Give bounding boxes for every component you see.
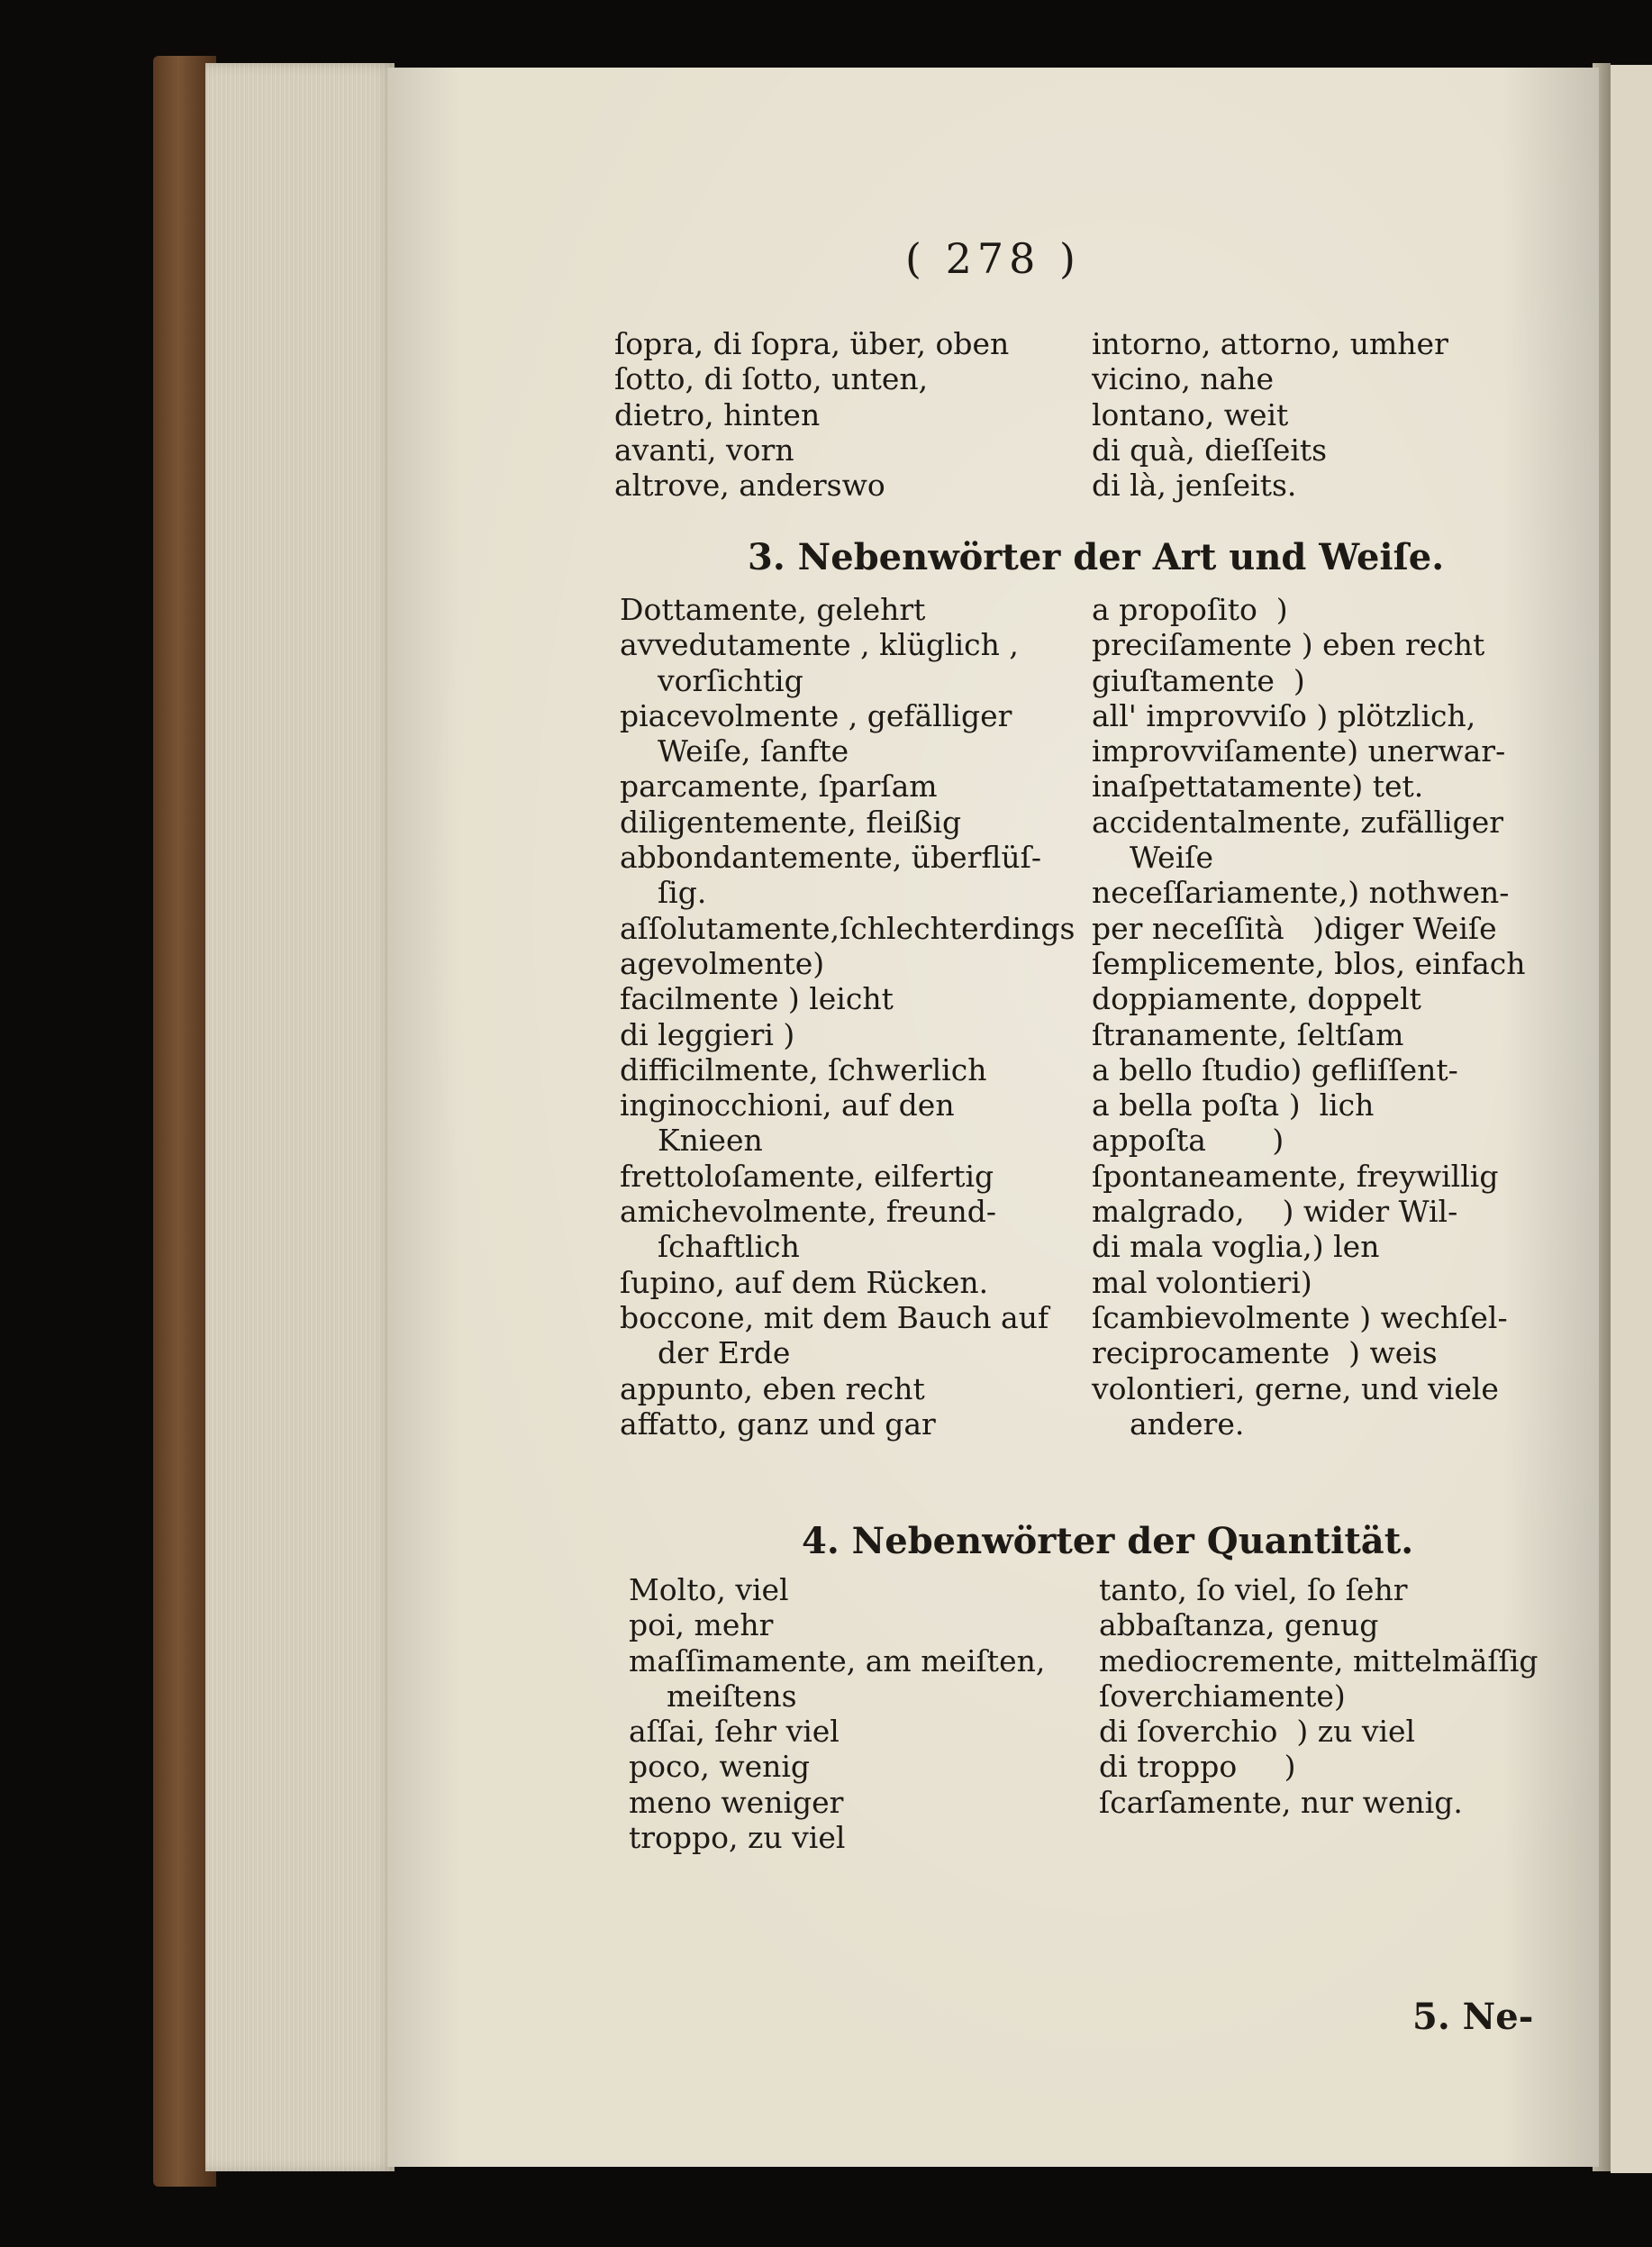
text-line: frettoloſamente, eilfertig: [620, 1158, 994, 1194]
text-line: volontieri, gerne, und viele: [1092, 1370, 1499, 1406]
text-line: inginocchioni, auf den: [620, 1087, 955, 1124]
text-line: avvedutamente , klüglich ,: [620, 627, 1019, 663]
text-line: troppo, zu viel: [629, 1820, 846, 1856]
text-line: preciſamente ) eben recht: [1092, 627, 1485, 663]
text-line: diligentemente, fleißig: [620, 804, 962, 840]
page-number: ( 278 ): [905, 234, 1081, 283]
text-line: andere.: [1092, 1406, 1245, 1442]
text-line: meiſtens: [629, 1678, 797, 1714]
text-line: aſſai, ſehr viel: [629, 1714, 840, 1750]
text-line: ſchaftlich: [620, 1229, 800, 1265]
text-line: ſupino, auf dem Rücken.: [620, 1264, 989, 1300]
text-line: affatto, ganz und gar: [620, 1406, 936, 1442]
text-line: a propoſito ): [1092, 592, 1288, 627]
text-line: vorſichtig: [620, 662, 803, 698]
text-line: Knieen: [620, 1123, 763, 1159]
text-line: dietro, hinten: [614, 396, 821, 432]
text-line: piacevolmente , gefälliger: [620, 697, 1012, 733]
text-line: ſemplicemente, blos, einfach: [1092, 945, 1526, 981]
text-line: difficilmente, ſchwerlich: [620, 1051, 987, 1087]
text-line: di mala voglia,) len: [1092, 1229, 1380, 1265]
section1-left-column: [614, 326, 1009, 503]
text-line: accidentalmente, zufälliger: [1092, 804, 1504, 840]
section3-heading: 3. Nebenwörter der Art und Weiſe.: [748, 536, 1445, 578]
text-line: a bella poſta ) lich: [1092, 1087, 1375, 1124]
book-page: [387, 68, 1599, 2167]
text-line: di leggieri ): [620, 1016, 795, 1052]
text-line: appunto, eben recht: [620, 1370, 925, 1406]
text-line: der Erde: [620, 1335, 791, 1371]
text-line: abbaſtanza, genug: [1099, 1607, 1379, 1643]
text-line: agevolmente): [620, 945, 825, 981]
text-line: mal volontieri): [1092, 1264, 1312, 1300]
text-line: inaſpettatamente) tet.: [1092, 769, 1424, 805]
text-line: abbondantemente, überflüſ-: [620, 840, 1042, 876]
text-line: maſſimamente, am meiſten,: [629, 1642, 1046, 1678]
text-line: reciprocamente ) weis: [1092, 1335, 1438, 1371]
text-line: Dottamente, gelehrt: [620, 592, 926, 627]
text-line: avanti, vorn: [614, 432, 794, 468]
catchword: 5. Ne-: [1412, 1996, 1534, 2038]
text-line: facilmente ) leicht: [620, 981, 894, 1017]
section4-left-column: [629, 1572, 1045, 1855]
text-line: poco, wenig: [629, 1749, 811, 1785]
text-line: giuſtamente ): [1092, 662, 1305, 698]
page-edges: [205, 63, 395, 2171]
text-line: altrove, anderswo: [614, 468, 885, 504]
text-line: di quà, dieſſeits: [1092, 432, 1328, 468]
text-line: ſopra, di ſopra, über, oben: [614, 326, 1010, 361]
text-line: ſpontaneamente, freywillig: [1092, 1158, 1499, 1194]
text-line: Molto, viel: [629, 1572, 789, 1607]
text-line: improvviſamente) unerwar-: [1092, 733, 1506, 769]
text-line: all' improvviſo ) plötzlich,: [1092, 697, 1476, 733]
text-line: ſcarſamente, nur wenig.: [1099, 1784, 1463, 1820]
text-line: intorno, attorno, umher: [1092, 326, 1448, 361]
text-line: lontano, weit: [1092, 396, 1289, 432]
text-line: parcamente, ſparſam: [620, 769, 938, 805]
text-line: ſig.: [620, 875, 707, 911]
section1-right-column: [1092, 326, 1448, 503]
text-line: ſotto, di ſotto, unten,: [614, 361, 929, 397]
text-line: poi, mehr: [629, 1607, 774, 1643]
text-line: ſoverchiamente): [1099, 1678, 1346, 1714]
section4-heading: 4. Nebenwörter der Quantität.: [802, 1520, 1414, 1562]
text-line: ſcambievolmente ) wechſel-: [1092, 1299, 1508, 1335]
text-line: a bello ſtudio) gefliſſent-: [1092, 1051, 1458, 1087]
text-line: boccone, mit dem Bauch auf: [620, 1299, 1049, 1335]
text-line: appoſta ): [1092, 1123, 1284, 1159]
text-line: ſtranamente, ſeltſam: [1092, 1016, 1404, 1052]
section3-left-column: [620, 592, 1075, 1442]
text-line: di là, jenſeits.: [1092, 468, 1297, 504]
text-line: per neceſſità )diger Weiſe: [1092, 910, 1497, 946]
text-line: mediocremente, mittelmäſſig: [1099, 1642, 1539, 1678]
text-line: di ſoverchio ) zu viel: [1099, 1714, 1416, 1750]
text-line: di troppo ): [1099, 1749, 1296, 1785]
text-line: aſſolutamente,ſchlechterdings: [620, 910, 1076, 946]
text-line: doppiamente, doppelt: [1092, 981, 1421, 1017]
text-line: tanto, ſo viel, ſo ſehr: [1099, 1572, 1408, 1607]
section4-right-column: [1099, 1572, 1539, 1820]
text-line: malgrado, ) wider Wil-: [1092, 1194, 1458, 1230]
section3-right-column: [1092, 592, 1526, 1442]
text-line: amichevolmente, freund-: [620, 1194, 996, 1230]
text-line: vicino, nahe: [1092, 361, 1275, 397]
text-line: meno weniger: [629, 1784, 844, 1820]
text-line: Weiſe, ſanfte: [620, 733, 849, 769]
text-line: neceſſariamente,) nothwen-: [1092, 875, 1510, 911]
text-line: Weiſe: [1092, 840, 1214, 876]
next-page-edge: [1611, 65, 1652, 2173]
